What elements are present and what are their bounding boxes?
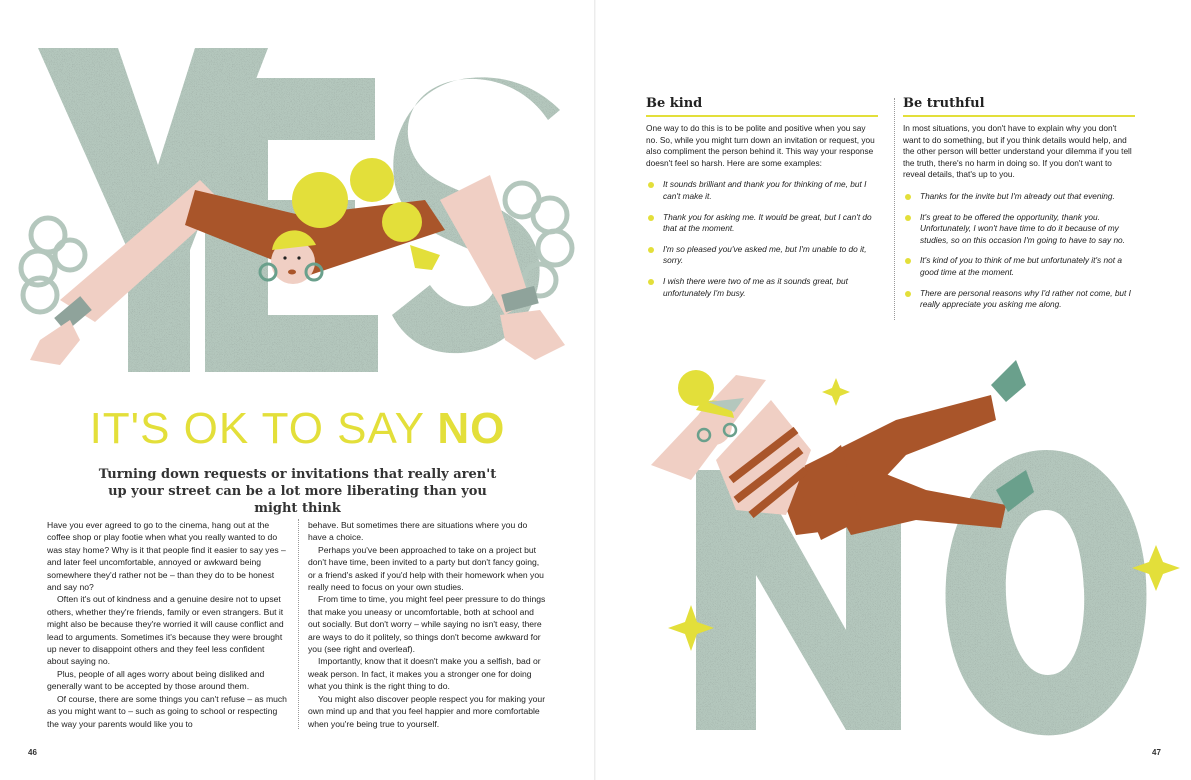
box-title: Be kind bbox=[646, 96, 878, 117]
box-divider bbox=[894, 98, 895, 320]
body-column-2 bbox=[308, 519, 548, 730]
bullet-icon bbox=[648, 215, 654, 221]
shoe-top bbox=[991, 360, 1026, 402]
be-truthful-box bbox=[903, 96, 1135, 320]
be-kind-box bbox=[646, 96, 878, 308]
paragraph: You might also discover people respect you for making your own mind up and that you feel happier and more comfortable when you're being true to yourself. bbox=[308, 693, 546, 729]
paragraph: Plus, people of all ages worry about being disliked and generally want to be accepted by those around them. bbox=[47, 668, 265, 692]
paragraph: behave. But sometimes there are situations where you do have a choice. bbox=[308, 520, 528, 543]
headline-bold: NO bbox=[437, 404, 506, 453]
bullet-icon bbox=[905, 215, 911, 221]
list-item: Thank you for asking me. It would be great, but I can't do that at the moment. bbox=[646, 212, 878, 235]
bullet-icon bbox=[905, 194, 911, 200]
box-title: Be truthful bbox=[903, 96, 1135, 117]
sparkle-icon bbox=[822, 378, 850, 406]
paragraph: Often it's out of kindness and a genuine desire not to upset others, whether they're friends, family or even strangers. But it might also be because they're worried it will cause conflict and lead to arguments. Sometimes it's because they were brought up never to disappoint others and they feel less confident about saying no. bbox=[47, 594, 284, 667]
column-divider bbox=[298, 519, 299, 729]
left-page bbox=[0, 0, 595, 780]
list-item: I wish there were two of me as it sounds great, but unfortunately I'm busy. bbox=[646, 276, 878, 299]
paragraph: Perhaps you've been approached to take on a project but don't have time, been invited to a party but don't fancy going, or a friend's asked if you'd help with their homework when you really need to focus on your own studies. bbox=[308, 544, 544, 593]
bullet-icon bbox=[905, 291, 911, 297]
list-item: It's great to be offered the opportunity, thank you. Unfortunately, I won't have time to do it because of my studies, so on this occasion I'm going to have to say no. bbox=[903, 212, 1135, 247]
right-page bbox=[596, 0, 1191, 780]
yes-illustration bbox=[0, 0, 595, 400]
box-intro: In most situations, you don't have to explain why you don't want to do something, but if you think details would help, and the other person will better understand your dilemma if you tell the truth, there's no harm in doing so. If you don't want to reveal details, that's up to you. bbox=[903, 123, 1132, 180]
list-item: It sounds brilliant and thank you for thinking of me, but I can't make it. bbox=[646, 179, 878, 202]
list-item: I'm so pleased you've asked me, but I'm unable to do it, sorry. bbox=[646, 244, 878, 267]
paragraph: From time to time, you might feel peer pressure to do things that make you uneasy or uncomfortable, both at school and out socially. But don't worry – while saying no isn't easy, there are ways to do it politely, so things don't become awkward for you (see right and overleaf). bbox=[308, 594, 546, 655]
paragraph: Of course, there are some things you can't refuse – as much as you might want to – such as going to school or respecting the way your parents would like you to bbox=[47, 693, 287, 729]
list-item: There are personal reasons why I'd rather not come, but I really appreciate you asking me along. bbox=[903, 288, 1135, 311]
article-headline bbox=[0, 404, 595, 454]
page-number-left: 46 bbox=[28, 748, 37, 757]
standfirst: Turning down requests or invitations that really aren't up your street can be a lot more liberating than you might think bbox=[98, 467, 497, 516]
bullet-icon bbox=[648, 279, 654, 285]
example-list bbox=[903, 191, 1135, 311]
no-illustration bbox=[596, 340, 1191, 740]
headline-light: IT'S OK TO SAY bbox=[89, 404, 425, 453]
paragraph: Importantly, know that it doesn't make you a selfish, bad or weak person. In fact, it makes you a stronger one for doing what you think is the right thing to do. bbox=[308, 656, 541, 692]
paragraph: Have you ever agreed to go to the cinema, hang out at the coffee shop or play footie when what you really wanted to do was stay home? Why is it that people find it easier to say yes – and later feel uncomfortable, annoyed or awkward being somewhere they'd rather not be – than they do to be honest and say no? bbox=[47, 520, 286, 593]
body-column-1 bbox=[47, 519, 287, 730]
page-number-right: 47 bbox=[1152, 748, 1161, 757]
character-legs bbox=[776, 395, 1006, 540]
bullet-icon bbox=[905, 258, 911, 264]
list-item: It's kind of you to think of me but unfortunately it's not a good time at the moment. bbox=[903, 255, 1135, 278]
bullet-icon bbox=[648, 182, 654, 188]
box-intro: One way to do this is to be polite and positive when you say no. So, while you might turn down an invitation or request, you also compliment the person behind it. This way your response doesn't feel so harsh. Here are some examples: bbox=[646, 123, 875, 168]
bullet-icon bbox=[648, 247, 654, 253]
example-list bbox=[646, 179, 878, 299]
letter-o-shape bbox=[946, 450, 1147, 735]
list-item: Thanks for the invite but I'm already out that evening. bbox=[903, 191, 1135, 203]
